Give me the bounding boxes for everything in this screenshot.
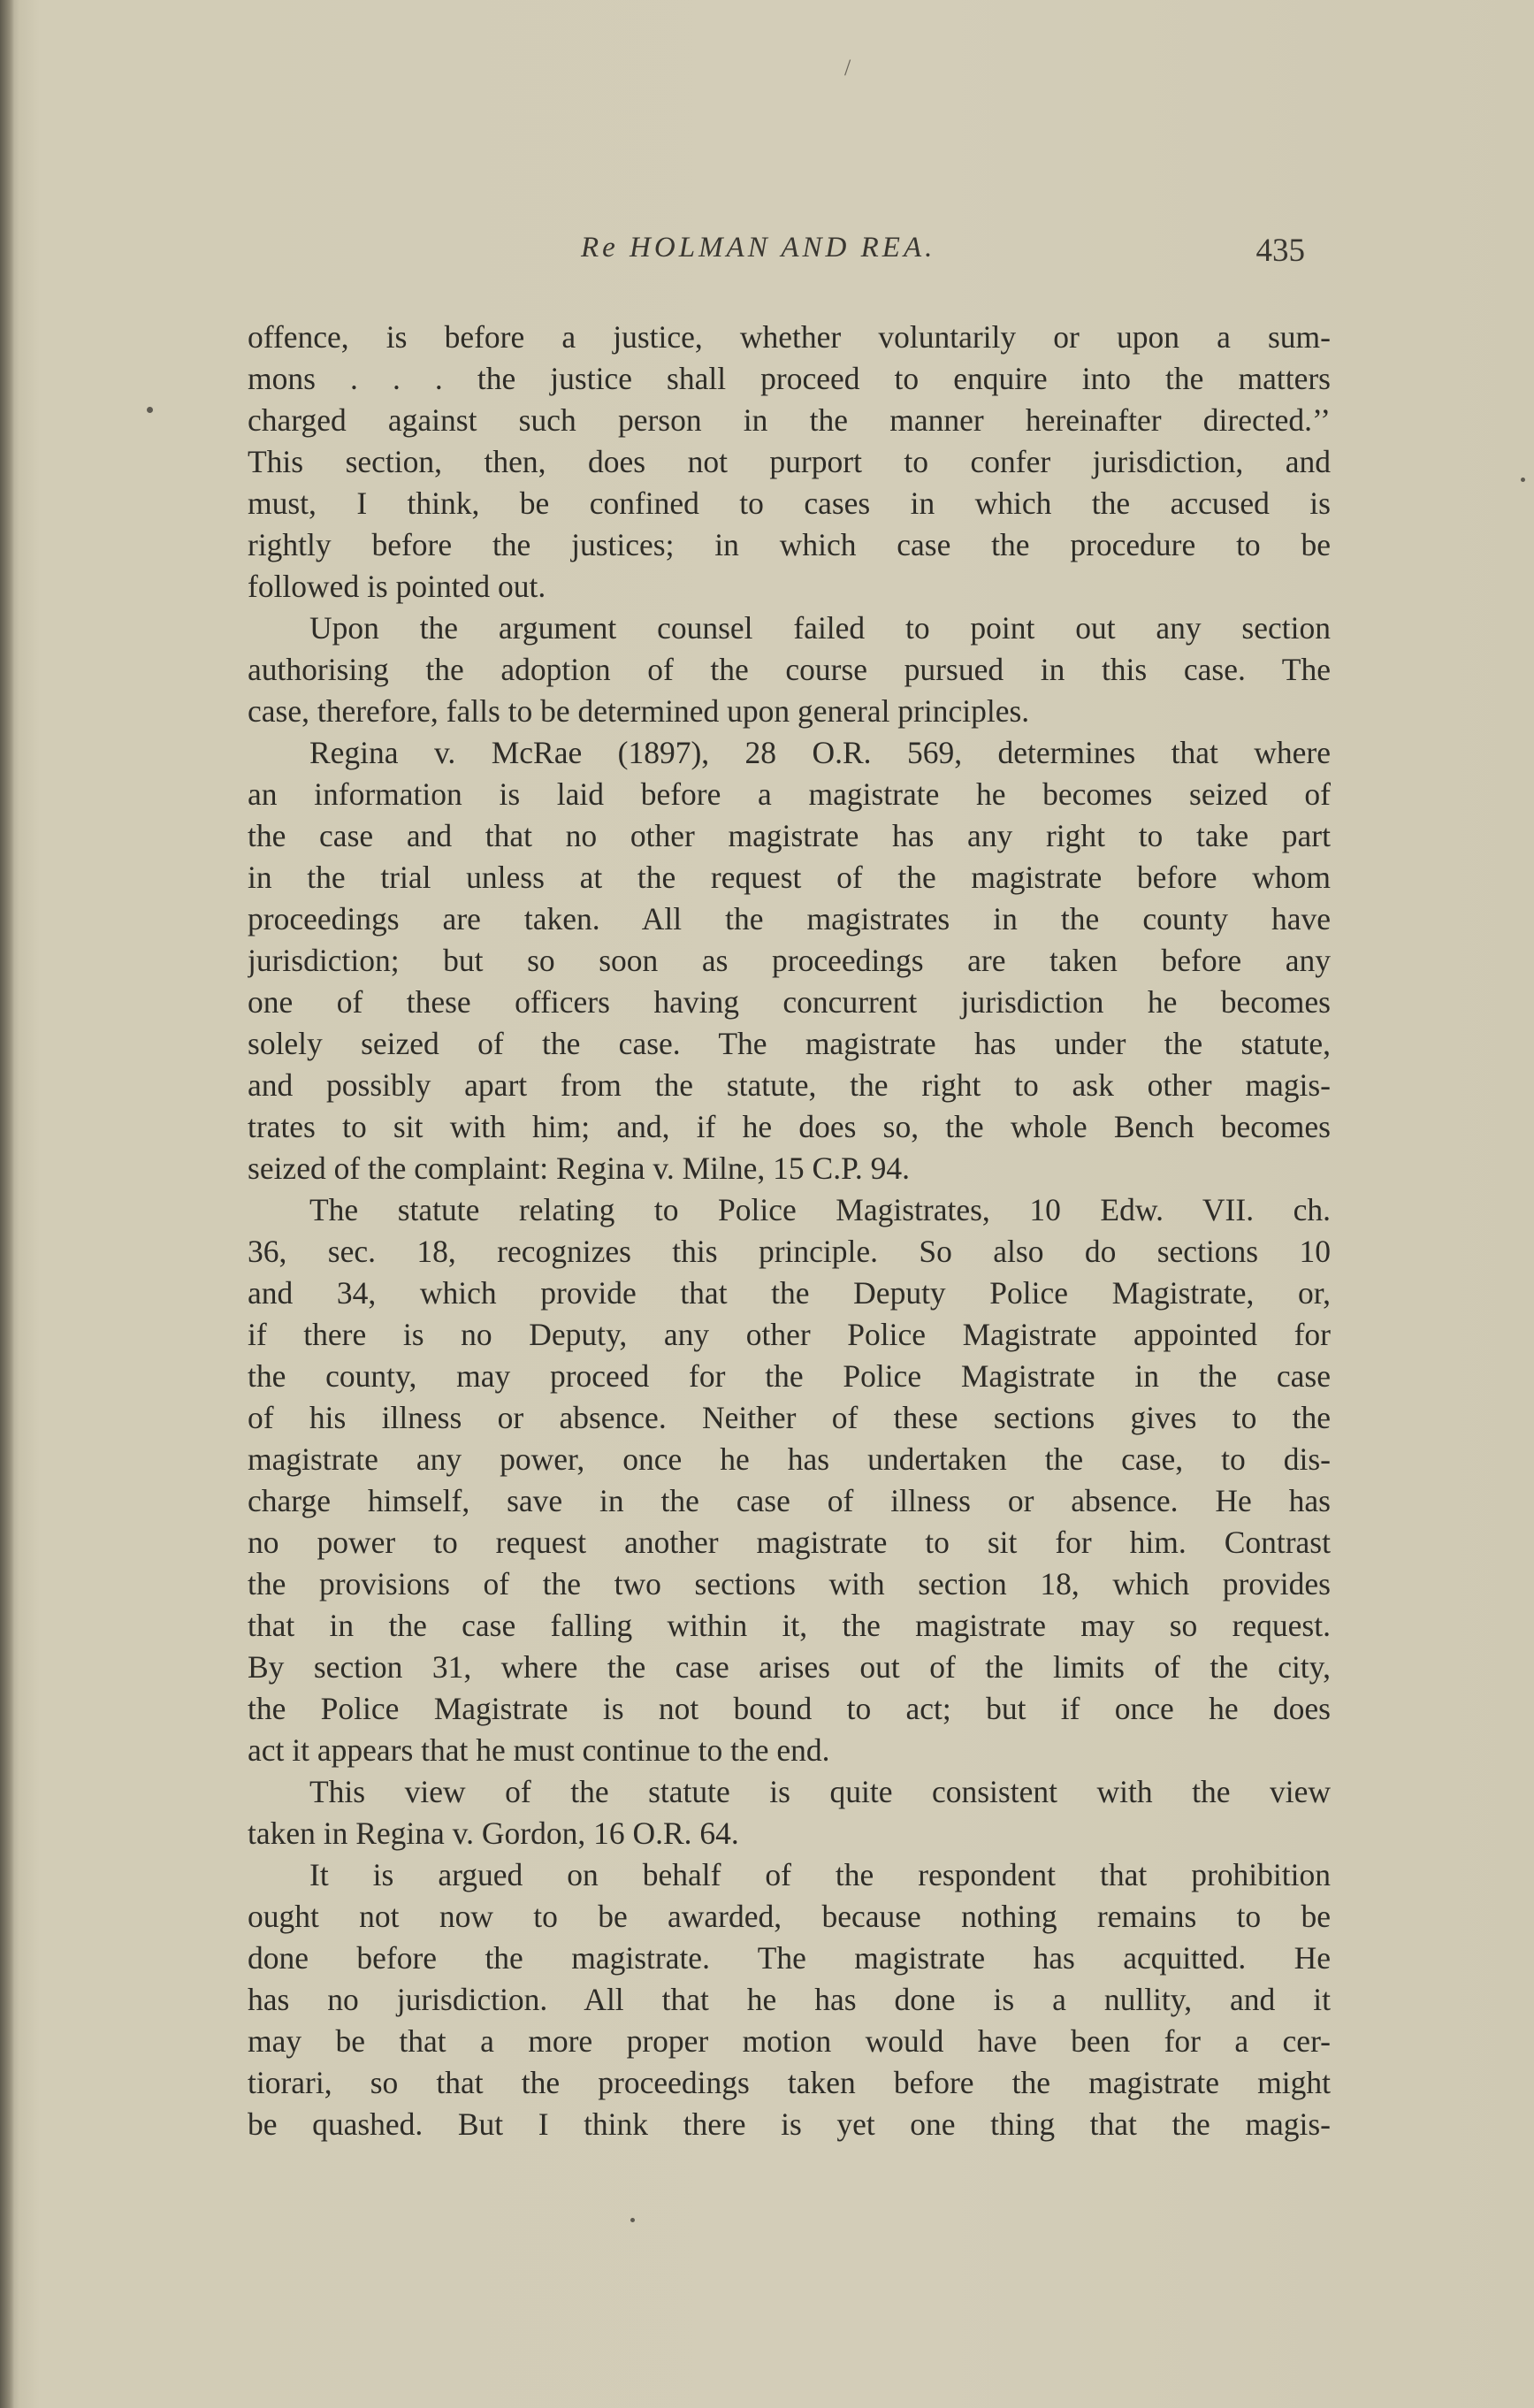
text-line: may be that a more proper motion would have been for a cer- <box>248 2023 1331 2059</box>
body-text <box>248 317 1331 2145</box>
text-line: magistrate any power, once he has undertaken the case, to dis- <box>248 1441 1331 1477</box>
text-line: solely seized of the case. The magistrate has under the statute, <box>248 1026 1331 1061</box>
text-line: if there is no Deputy, any other Police Magistrate appointed for <box>248 1317 1331 1352</box>
text-line: done before the magistrate. The magistrate has acquitted. He <box>248 1940 1331 1976</box>
text-line: The statute relating to Police Magistrates, 10 Edw. VII. ch. <box>309 1192 1331 1227</box>
running-head <box>249 232 1310 278</box>
text-line: has no jurisdiction. All that he has done is a nullity, and it <box>248 1982 1331 2017</box>
text-line: the county, may proceed for the Police Magistrate in the case <box>248 1358 1331 1394</box>
running-title: Re HOLMAN AND REA. <box>581 232 936 264</box>
text-line: followed is pointed out. <box>248 569 546 604</box>
text-line: authorising the adoption of the course pursued in this case. The <box>248 652 1331 687</box>
text-line: in the trial unless at the request of the magistrate before whom <box>248 860 1331 895</box>
text-line: the case and that no other magistrate has any right to take part <box>248 818 1331 853</box>
text-line: charged against such person in the manner hereinafter directed.’’ <box>248 402 1331 438</box>
text-line: one of these officers having concurrent jurisdiction he becomes <box>248 984 1331 1020</box>
text-line: taken in Regina v. Gordon, 16 O.R. 64. <box>248 1816 739 1851</box>
text-line: ought not now to be awarded, because nothing remains to be <box>248 1899 1331 1934</box>
text-line: and possibly apart from the statute, the right to ask other magis- <box>248 1067 1331 1103</box>
text-line: rightly before the justices; in which case the procedure to be <box>248 527 1331 562</box>
page-number: 435 <box>1255 233 1305 269</box>
text-line: tiorari, so that the proceedings taken before the magistrate might <box>248 2065 1331 2100</box>
text-line: case, therefore, falls to be determined upon general principles. <box>248 693 1030 729</box>
text-line: that in the case falling within it, the magistrate may so request. <box>248 1608 1331 1643</box>
text-line: This section, then, does not purport to confer jurisdiction, and <box>248 444 1331 479</box>
page-speck <box>147 407 153 413</box>
text-line: By section 31, where the case arises out of the limits of the city, <box>248 1649 1331 1685</box>
text-line: This view of the statute is quite consistent with the view <box>309 1774 1331 1809</box>
text-line: an information is laid before a magistrate he becomes seized of <box>248 776 1331 812</box>
text-line: proceedings are taken. All the magistrates in the county have <box>248 901 1331 936</box>
text-line: jurisdiction; but so soon as proceedings are taken before any <box>248 943 1331 978</box>
text-line: It is argued on behalf of the respondent that prohibition <box>309 1857 1331 1892</box>
text-line: 36, sec. 18, recognizes this principle. So also do sections 10 <box>248 1234 1331 1269</box>
text-line: offence, is before a justice, whether voluntarily or upon a sum- <box>248 319 1331 355</box>
text-line: of his illness or absence. Neither of these sections gives to the <box>248 1400 1331 1435</box>
page-speck <box>630 2218 635 2222</box>
text-line: mons . . . the justice shall proceed to enquire into the matters <box>248 361 1331 396</box>
text-line: Regina v. McRae (1897), 28 O.R. 569, determines that where <box>309 735 1331 770</box>
text-line: be quashed. But I think there is yet one thing that the magis- <box>248 2106 1331 2142</box>
text-line: seized of the complaint: Regina v. Milne, 15 C.P. 94. <box>248 1150 911 1186</box>
page-speck <box>1521 478 1525 482</box>
text-line: the provisions of the two sections with section 18, which provides <box>248 1566 1331 1602</box>
text-line: act it appears that he must continue to the end. <box>248 1732 830 1768</box>
text-line: Upon the argument counsel failed to point out any section <box>309 610 1331 646</box>
text-line: trates to sit with him; and, if he does so, the whole Bench becomes <box>248 1109 1331 1144</box>
text-line: charge himself, save in the case of illness or absence. He has <box>248 1483 1331 1518</box>
text-line: must, I think, be confined to cases in which the accused is <box>248 485 1331 521</box>
text-line: the Police Magistrate is not bound to act; but if once he does <box>248 1691 1331 1726</box>
pencil-mark: / <box>844 55 851 80</box>
text-line: no power to request another magistrate to sit for him. Contrast <box>248 1525 1331 1560</box>
text-line: and 34, which provide that the Deputy Police Magistrate, or, <box>248 1275 1331 1311</box>
binding-shadow <box>0 0 14 2408</box>
